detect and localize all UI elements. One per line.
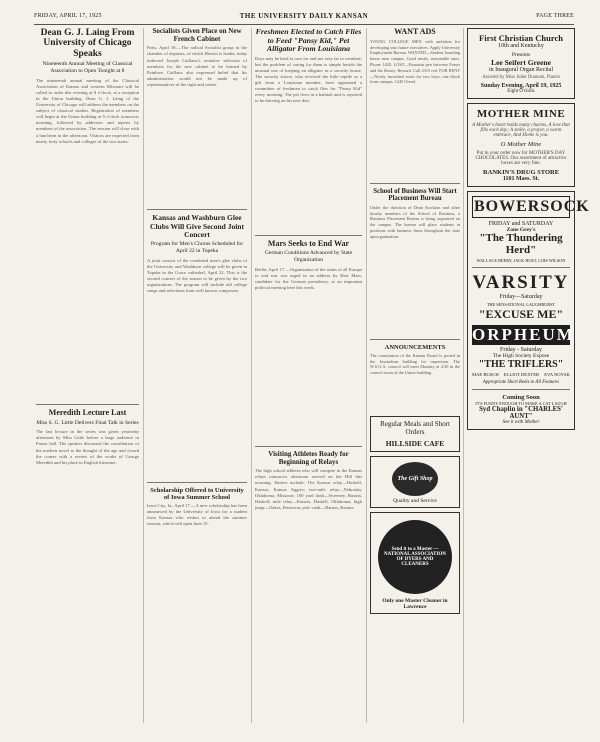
- coming-film: Syd Chaplin in "CHARLES' AUNT": [479, 406, 563, 421]
- divider: [370, 339, 460, 340]
- gift-shop-logo-icon: The Gift Shop: [392, 462, 438, 496]
- divider: [370, 183, 460, 184]
- subhead-laing: Nineteenth Annual Meeting of Classical Association to Open Tonight at 8: [42, 61, 133, 75]
- column-4: [370, 28, 460, 718]
- headline-laing: Dean G. J. Laing From University of Chicago Speaks: [40, 28, 135, 59]
- coming-soon: Coming Soon: [502, 394, 540, 402]
- masthead: [34, 13, 574, 23]
- headline-mars: Mars Seeks to End War: [267, 238, 350, 248]
- gift-shop-ad: [370, 456, 460, 508]
- church-assisted: Assisted by Miss Juliet Dunnam, Pianist: [482, 75, 560, 80]
- article-mars: Berlin, April 17.—Organization of the states of all Europe to end war was urged in an address by Herr Mars, candidate for the German presidency, at an important political meeting here this week.: [255, 266, 362, 291]
- divider: [472, 267, 570, 268]
- varsity-name: VARSITY: [472, 272, 570, 294]
- divider: [147, 482, 247, 483]
- varsity-film: "EXCUSE ME": [478, 307, 564, 322]
- divider: [147, 209, 247, 210]
- mother-sub: O Mother Mine: [500, 141, 542, 148]
- bowersock-film: "The Thundering Herd": [479, 232, 563, 256]
- masthead-rule: [34, 24, 574, 25]
- church-address: 10th and Kentucky: [498, 43, 544, 49]
- theater-ads: [467, 191, 590, 430]
- orpheum-cast-1: MAE BUSCH: [472, 372, 499, 378]
- column-divider: [366, 28, 367, 723]
- masthead-date: FRIDAY, APRIL 17, 1925: [34, 13, 102, 19]
- orpheum-name: ORPHEUM: [472, 325, 575, 345]
- article-iowa: Iowa City, Ia., April 17.—A new scholarship has been announced by the University of Iowa for a student from Kansas who wishes to attend the summer session, which will open June 15.: [147, 502, 247, 527]
- master-cleaner-seal-icon: Send it to a Master — NATIONAL ASSOCIATION OF DYERS AND CLEANERS: [378, 520, 452, 594]
- varsity-days: Friday—Saturday: [499, 294, 543, 301]
- article-placement: Under the direction of Dean Stockton and other faculty members of the School of Business, a Business Placement Bureau is being organized on the campus. The bureau will place students in positions with business firms throughout the state upon graduation.: [370, 204, 460, 239]
- article-meredith: The last lecture in the series was given yesterday afternoon by Miss Little before a large audience in Fraser hall. The speaker discussed the contribution of the modern novel to the thought of the age and closed the course with a review of the works of George Meredith and his place in English literature.: [36, 429, 139, 465]
- column-divider: [251, 28, 252, 723]
- coming-tag: IT'S FUNNY ENOUGH TO MAKE A CAT LAUGH: [475, 401, 567, 407]
- coming-end: See it with Mother: [502, 420, 540, 426]
- cleaner-tagline: Only one Master Cleaner in Lawrence: [382, 597, 448, 610]
- article-socialists: Paris, April 16.—The radical Socialist group in the chamber of deputies, of which Herriot is leader, today indorsed Joseph Caillaux's tentative selection of members for the new cabinet to be formed by Painleve. Caillaux also expressed belief that his administration would not be made up of representatives of the right and center.: [147, 45, 247, 87]
- hillside-name: HILLSIDE CAFE: [385, 438, 445, 448]
- column-divider: [143, 28, 144, 723]
- mother-mine-ad: [467, 103, 575, 187]
- article-laing: The nineteenth annual meeting of the Classical Association of Kansas and western Missouri will be called to order this evening at 8 o'clock, at a reception in the Union building. Dean G. J. Laing of the University of Chicago will address the members on the subject of classical studies. Registration of members will begin at the Union building at 9 o'clock tomorrow morning, followed by addresses and reports by members of the association. The session will close with a luncheon in the afternoon. Visitors are expected from nearly forty schools and colleges of the two states.: [36, 77, 139, 144]
- column-divider: [463, 28, 464, 723]
- subhead-mars: German Conditions Advanced by State Organization: [264, 250, 353, 264]
- masthead-title: THE UNIVERSITY DAILY KANSAN: [239, 12, 369, 20]
- headline-alligator: Freshmen Elected to Catch Flies to Feed "Pansy Kid," Pet Alligator From Louisiana: [255, 27, 362, 54]
- orpheum-days: Friday - Saturday: [500, 347, 542, 354]
- headline-announcements: ANNOUNCEMENTS: [384, 343, 446, 351]
- divider: [36, 404, 139, 405]
- want-ads: YOUNG COLLEGE MEN with ambition for developing into future executives. Apply University Employment Bureau. WANTED—Student boarding house near campus. Good meals, reasonable rates. Phone 1420. LOST—Fountain pen between Fraser and the library. Reward. Call 2315 red. FOR RENT—Nicely furnished room for two boys, one block from campus. 1245 Oread.: [370, 38, 460, 85]
- church-speaker: Lee Seifert Greene: [491, 58, 551, 67]
- orpheum-cast-3: EVA NOVAK: [544, 372, 570, 378]
- subhead-glee-clubs: Program for Men's Chorus Scheduled for April 22 in Topeka: [150, 241, 244, 254]
- orpheum-cast: [472, 372, 570, 377]
- subhead-meredith: Miss S. G. Little Delivers Final Talk in Series: [36, 419, 139, 426]
- mother-tag: Put in your order now for MOTHER'S DAY CHOCOLATES. Our assortment of attractive boxes are very fine.: [475, 151, 567, 166]
- varsity-tag: THE SENSATIONAL LAUGHBURST: [486, 302, 556, 308]
- column-1: [36, 28, 139, 718]
- orpheum-film: "THE TRIFLERS": [478, 359, 564, 371]
- article-athletes: The high school athletes who will compete in the Kansas relays tomorrow afternoon arrived on the Hill this morning. Entries include: The Kansas relay—Haskell, Kansas, Kansas Aggies; two-mile relay—Nebraska, Oklahoma, Missouri; 100 yard dash—Sweeney, Ruston, Haskell; mile relay—Kansas, Haskell, Oklahoma; high jump—Oakes, Petterson; pole vault—Barnes, Kearns.: [255, 468, 362, 510]
- church-ad: [467, 28, 575, 99]
- rankins-name: RANKIN'S DRUG STORE: [482, 169, 560, 176]
- orpheum-cast-2: ELLIOT DEXTER: [503, 372, 540, 378]
- headline-iowa: Scholarship Offered to University of Iowa Summer School: [150, 486, 244, 501]
- mother-title: MOTHER MINE: [476, 108, 566, 120]
- bowersock-days: FRIDAY and SATURDAY: [488, 221, 554, 227]
- headline-want-ads: WANT ADS: [394, 27, 436, 36]
- article-alligator: Days may be hard to care for and not very far to ventilate, but the problem of caring for them is simple beside the unusual one of keeping an alligator in a sorority house. The sorority sisters, who received the little reptile as a gift from a Louisiana member, have appointed a committee of freshmen to catch flies for "Pansy Kid" every morning. The pet lives in a bathtub and is reported to be thriving on his new diet.: [255, 55, 362, 104]
- hillside-regular: Regular Meals and Short Orders: [380, 419, 450, 436]
- headline-socialists: Socialists Given Place on New French Cabinet: [152, 27, 242, 43]
- headline-placement: School of Business Will Start Placement Bureau: [373, 187, 457, 203]
- announcements: The constitution of the Kansan Board is posted in the Journalism building for inspection. The W.S.G.A. council will meet Monday at 4:30 in the council room of the Union building.: [370, 352, 460, 376]
- church-presents: Presents: [511, 52, 531, 58]
- gift-shop-tagline: Quality and Service: [393, 497, 437, 504]
- bowersock-name: BOWERSOCK: [472, 196, 570, 218]
- masthead-page: PAGE THREE: [536, 13, 574, 19]
- divider: [255, 235, 362, 236]
- article-glee-clubs: A joint concert of the combined men's glee clubs of the University and Washburn college will be given in Topeka in the Grace cathedral, April 22. This is the second concert of the season to be given by the two organizations. The program will include old college songs and selections from well known composers.: [147, 257, 247, 293]
- orpheum-tag: The High Society Expose: [492, 353, 550, 360]
- church-time: Eight O'clock: [507, 89, 535, 94]
- mother-poem: A Mother's heart holds many charms, A love that fills each day; A smile, a prayer, a warm embrace, And Home is you.: [472, 123, 570, 138]
- bowersock-cast: WALLACE BEERY, JACK HOLT, LOIS WILSON: [476, 258, 566, 264]
- column-2: [147, 28, 247, 718]
- divider: [255, 446, 362, 447]
- divider: [472, 389, 570, 390]
- church-name: First Christian Church: [479, 33, 563, 43]
- church-organ: in Inaugural Organ Recital: [488, 67, 554, 73]
- headline-meredith: Meredith Lecture Last: [48, 407, 127, 417]
- cleaner-ad: [370, 512, 460, 614]
- column-3: [255, 28, 362, 718]
- hillside-cafe-ad: [370, 416, 460, 452]
- orpheum-note: Appropriate Short Reels to All Features: [482, 380, 560, 386]
- rankins-address: 1101 Mass. St.: [502, 176, 540, 182]
- headline-athletes: Visiting Athletes Ready for Beginning of Relays: [268, 449, 349, 466]
- headline-glee-clubs: Kansas and Washburn Glee Clubs Will Give Second Joint Concert: [150, 213, 244, 239]
- bowersock-author: Zane Grey's: [506, 227, 536, 233]
- church-when: Sunday Evening, April 19, 1925: [480, 83, 562, 89]
- column-5: [467, 28, 590, 718]
